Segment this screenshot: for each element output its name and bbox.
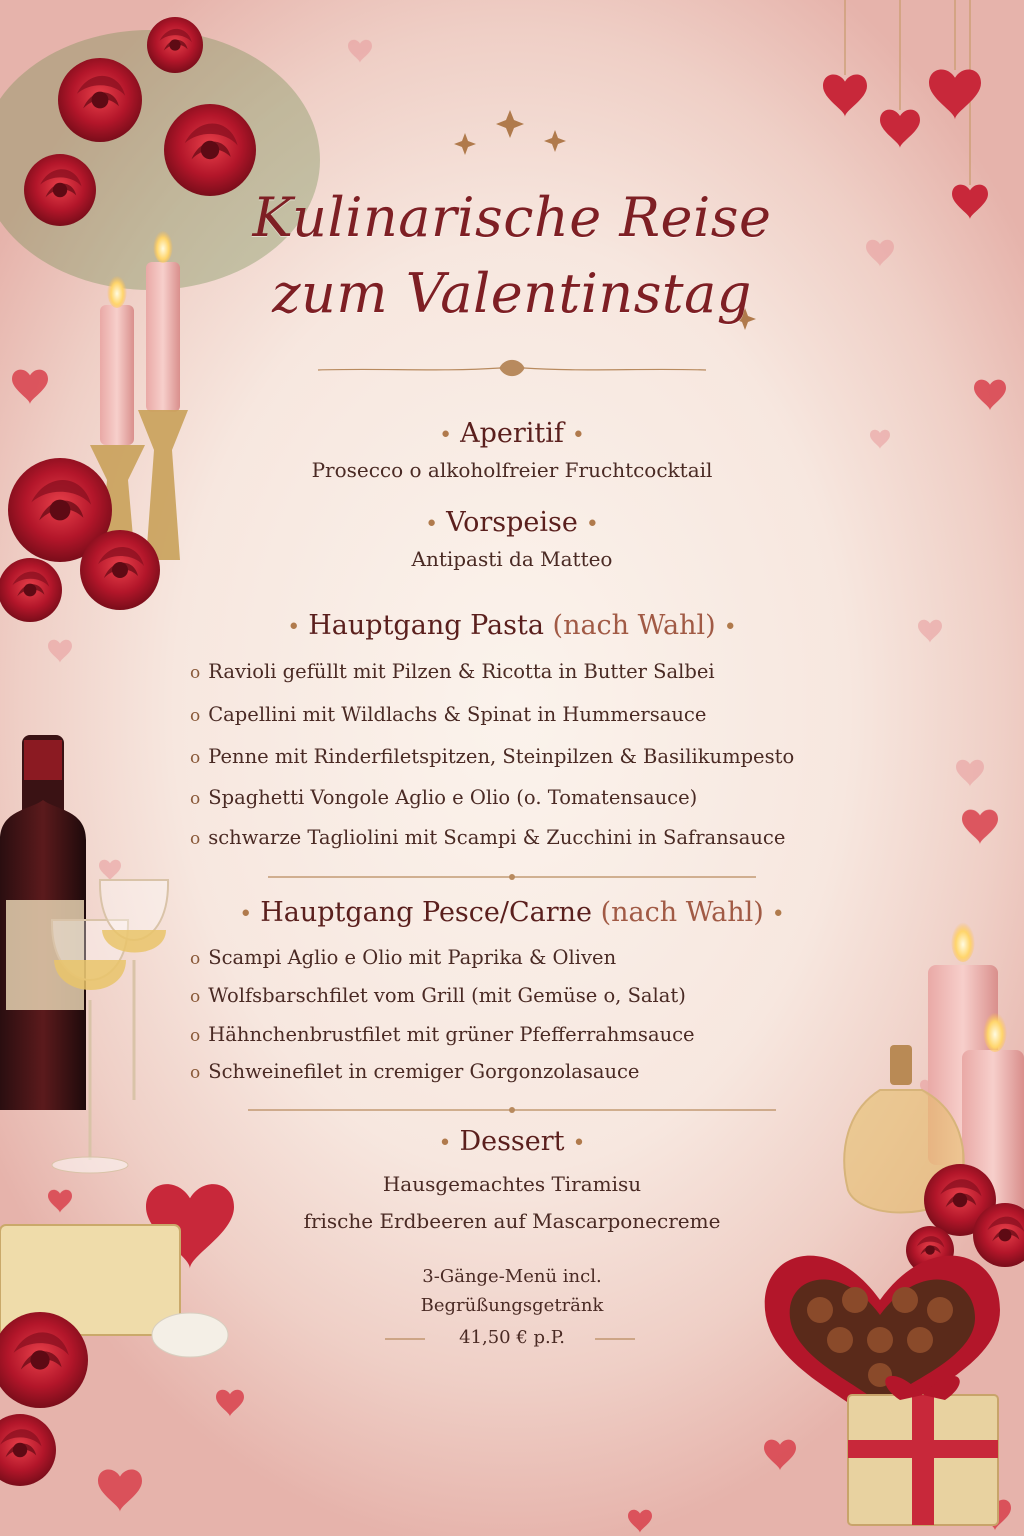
- pesce-item: o Schweinefilet in cremiger Gorgonzolasauce: [190, 1060, 640, 1083]
- pesce-heading: • Hauptgang Pesce/Carne (nach Wahl) •: [239, 897, 785, 928]
- menu-price: 41,50 € p.P.: [459, 1327, 565, 1348]
- pesce-item: o Wolfsbarschfilet vom Grill (mit Gemüse o, Salat): [190, 984, 686, 1007]
- vorspeise-text: Antipasti da Matteo: [411, 547, 613, 571]
- aperitif-heading-text: Aperitif: [460, 418, 564, 449]
- pesce-option: (nach Wahl): [600, 897, 764, 928]
- dessert-heading: • Dessert •: [438, 1126, 586, 1157]
- pasta-heading-text: Hauptgang Pasta: [308, 610, 544, 641]
- pasta-item: o Penne mit Rinderfiletspitzen, Steinpilzen & Basilikumpesto: [190, 745, 795, 768]
- pasta-item: o Spaghetti Vongole Aglio e Olio (o. Tomatensauce): [190, 786, 698, 809]
- pesce-item: o Scampi Aglio e Olio mit Paprika & Oliven: [190, 946, 617, 969]
- pesce-item: o Hähnchenbrustfilet mit grüner Pfefferrahmsauce: [190, 1023, 695, 1046]
- menu-info-line2: Begrüßungsgetränk: [420, 1295, 604, 1316]
- vorspeise-heading-text: Vorspeise: [446, 507, 578, 538]
- menu-title-line2: zum Valentinstag: [272, 262, 752, 325]
- pesce-heading-text: Hauptgang Pesce/Carne: [260, 897, 593, 928]
- aperitif-heading: • Aperitif •: [439, 418, 585, 449]
- menu-info-line1: 3-Gänge-Menü incl.: [422, 1266, 602, 1287]
- vorspeise-heading: • Vorspeise •: [425, 507, 599, 538]
- pasta-item: o Ravioli gefüllt mit Pilzen & Ricotta in Butter Salbei: [190, 660, 715, 683]
- aperitif-text: Prosecco o alkoholfreier Fruchtcocktail: [311, 458, 713, 482]
- dessert-line1: Hausgemachtes Tiramisu: [382, 1172, 642, 1196]
- pasta-item: o schwarze Tagliolini mit Scampi & Zucchini in Safransauce: [190, 826, 786, 849]
- pasta-option: (nach Wahl): [552, 610, 716, 641]
- dessert-line2: frische Erdbeeren auf Mascarponecreme: [303, 1209, 721, 1233]
- menu-title-line1: Kulinarische Reise: [252, 186, 772, 249]
- pasta-item: o Capellini mit Wildlachs & Spinat in Hummersauce: [190, 703, 707, 726]
- pasta-heading: • Hauptgang Pasta (nach Wahl) •: [287, 610, 737, 641]
- dessert-heading-text: Dessert: [459, 1126, 565, 1157]
